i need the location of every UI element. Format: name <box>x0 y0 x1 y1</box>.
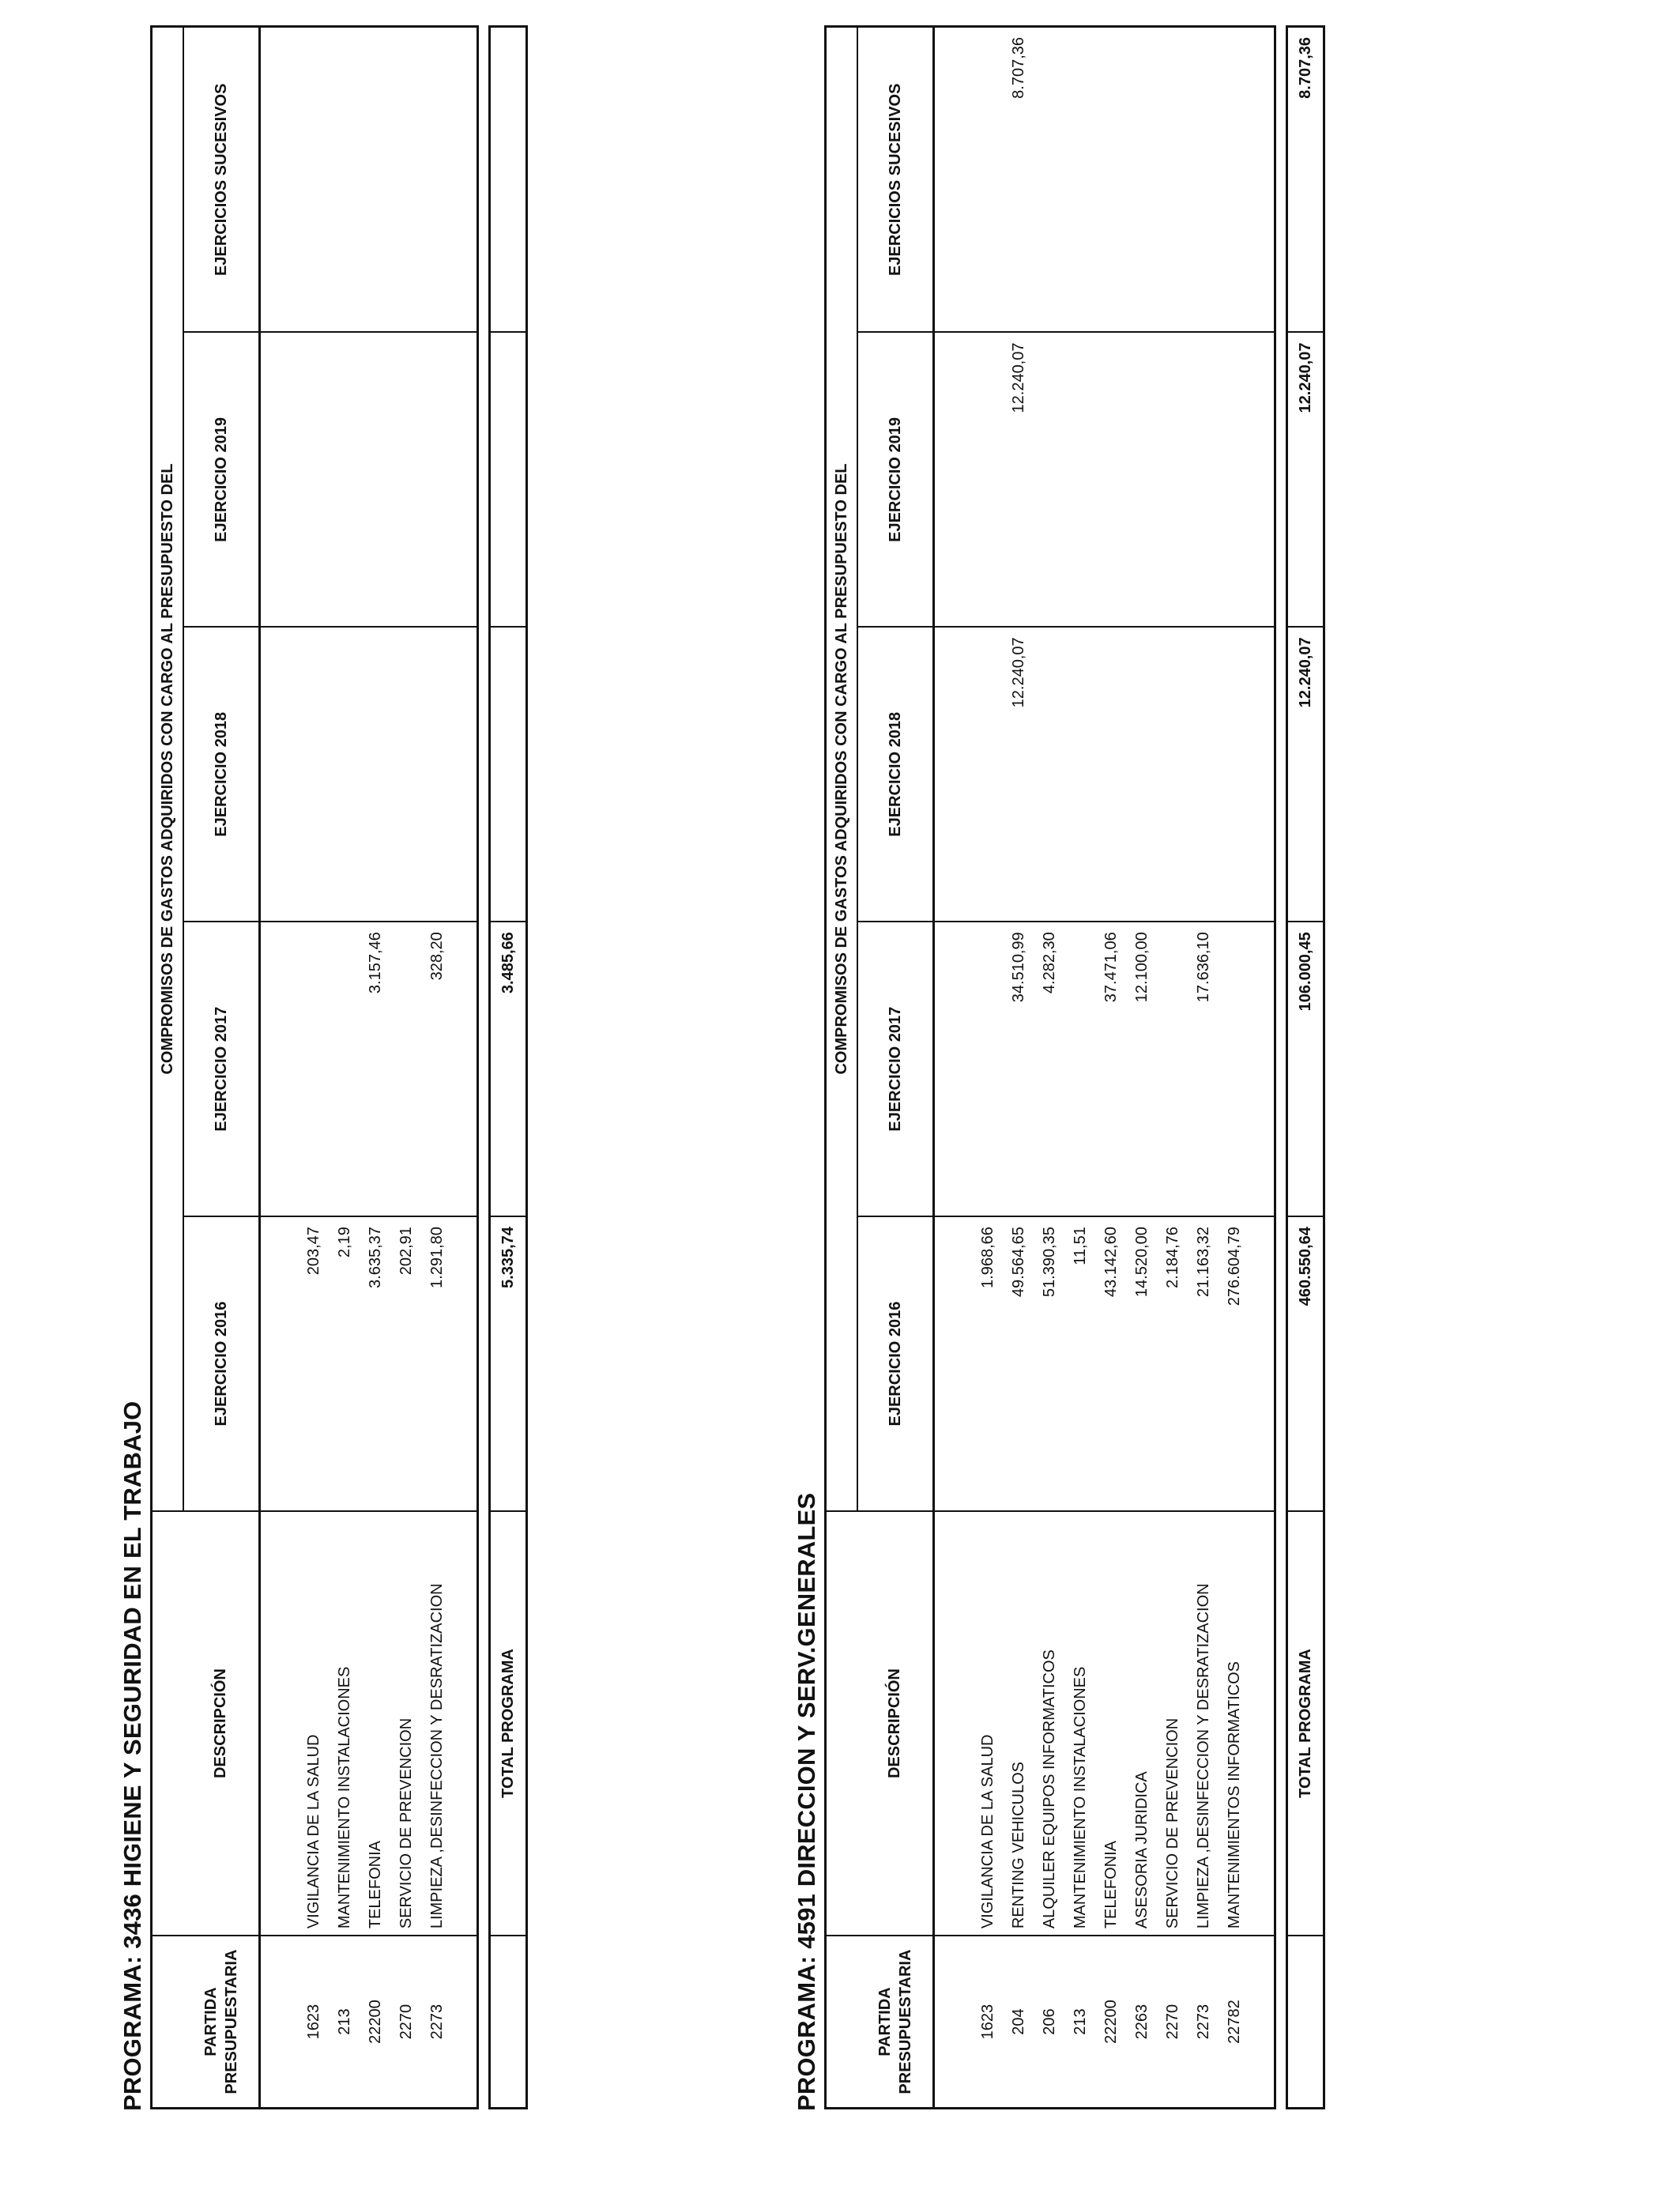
total-ej2016: 460.550,64 <box>1287 1216 1324 1511</box>
cell-partida: 213 <box>336 2008 353 2035</box>
total-ej2019 <box>490 333 527 628</box>
group-header: COMPROMISOS DE GASTOS ADQUIRIDOS CON CARGO AL PRESUPUESTO DEL <box>152 27 184 1512</box>
cell-descripcion: MANTENIMIENTOS INFORMATICOS <box>1226 1661 1243 1929</box>
cell-sucesivos: 8.707,36 <box>1010 37 1027 99</box>
sucesivos-header: EJERCICIOS SUCESIVOS <box>857 27 934 333</box>
cell-ej2018 <box>1096 637 1127 921</box>
partida-header <box>857 1936 934 2108</box>
ej2017-column <box>934 922 1275 1216</box>
cell-sucesivos <box>391 37 422 332</box>
total-ej2018 <box>490 627 527 922</box>
cell-sucesivos <box>1158 37 1188 332</box>
cell-ej2016: 276.604,79 <box>1226 1227 1243 1306</box>
cell-ej2019 <box>360 343 391 627</box>
program-title: PROGRAMA: 3436 HIGIENE Y SEGURIDAD EN EL TRABAJO <box>119 1400 146 2111</box>
partida-header-line1: PARTIDA <box>202 1987 220 2056</box>
cell-ej2019 <box>330 343 360 627</box>
cell-sucesivos <box>1096 37 1127 332</box>
cell-descripcion: RENTING VEHICULOS <box>1010 1762 1027 1929</box>
cell-partida: 22782 <box>1226 2000 1243 2044</box>
ej2017-header: EJERCICIO 2017 <box>183 922 260 1216</box>
cell-ej2016: 1.291,80 <box>428 1227 446 1288</box>
descripcion-header: DESCRIPCIÓN <box>857 1511 934 1936</box>
cell-ej2017: 328,20 <box>428 932 446 981</box>
total-row <box>1287 27 1324 2109</box>
total-ej2017: 3.485,66 <box>490 922 527 1216</box>
ej2019-header: EJERCICIO 2019 <box>857 333 934 628</box>
partida-header <box>183 1936 260 2108</box>
ej2018-column <box>934 627 1275 922</box>
ej2018-header: EJERCICIO 2018 <box>857 627 934 922</box>
cell-ej2017: 34.510,99 <box>1010 932 1027 1003</box>
total-label: TOTAL PROGRAMA <box>1287 1511 1324 1936</box>
cell-descripcion: TELEFONIA <box>1102 1841 1120 1929</box>
cell-descripcion: MANTENIMIENTO INSTALACIONES <box>1072 1666 1089 1929</box>
partida-header-line2: PRESUPUESTARIA <box>222 1949 240 2094</box>
cell-ej2017 <box>299 932 330 1216</box>
cell-ej2016: 21.163,32 <box>1195 1227 1212 1298</box>
cell-partida: 206 <box>1041 2008 1058 2035</box>
cell-ej2018 <box>330 637 360 921</box>
cell-ej2018 <box>360 637 391 921</box>
ej2019-column <box>260 333 478 628</box>
cell-partida: 2270 <box>397 2004 415 2040</box>
cell-ej2016: 2,19 <box>336 1227 353 1258</box>
cell-ej2016: 203,47 <box>305 1227 322 1276</box>
cell-ej2019 <box>1034 343 1065 627</box>
cell-sucesivos <box>1188 37 1219 332</box>
cell-ej2016: 49.564,65 <box>1010 1227 1027 1298</box>
cell-ej2019 <box>973 343 1004 627</box>
cell-partida: 2270 <box>1164 2004 1181 2040</box>
cell-ej2018 <box>1158 637 1188 921</box>
cell-ej2017 <box>330 932 360 1216</box>
cell-partida: 2273 <box>428 2004 446 2040</box>
total-ej2018: 12.240,07 <box>1287 627 1324 922</box>
cell-ej2017: 17.636,10 <box>1195 932 1212 1003</box>
cell-ej2017: 3.157,46 <box>367 932 384 994</box>
descripcion-column <box>260 1511 478 1936</box>
cell-ej2016: 202,91 <box>397 1227 415 1276</box>
ej2016-column <box>260 1216 478 1511</box>
cell-ej2018 <box>422 637 453 921</box>
program-table <box>824 25 1325 2109</box>
cell-descripcion: ALQUILER EQUIPOS INFORMATICOS <box>1041 1649 1058 1929</box>
group-header: COMPROMISOS DE GASTOS ADQUIRIDOS CON CARGO AL PRESUPUESTO DEL <box>826 27 858 1512</box>
cell-ej2018 <box>1127 637 1158 921</box>
total-sucesivos: 8.707,36 <box>1287 27 1324 333</box>
cell-ej2018 <box>973 637 1004 921</box>
cell-sucesivos <box>1219 37 1250 332</box>
cell-sucesivos <box>360 37 391 332</box>
partida-column <box>260 1936 478 2108</box>
cell-partida: 2273 <box>1195 2004 1212 2040</box>
cell-sucesivos <box>1065 37 1096 332</box>
ej2017-header: EJERCICIO 2017 <box>857 922 934 1216</box>
cell-ej2019 <box>1065 343 1096 627</box>
total-row <box>490 27 527 2109</box>
cell-descripcion: SERVICIO DE PREVENCION <box>397 1717 415 1929</box>
cell-ej2016: 11,51 <box>1072 1227 1089 1265</box>
cell-ej2019 <box>1127 343 1158 627</box>
total-ej2016: 5.335,74 <box>490 1216 527 1511</box>
cell-descripcion: VIGILANCIA DE LA SALUD <box>979 1734 996 1929</box>
cell-ej2016: 43.142,60 <box>1102 1227 1120 1298</box>
cell-ej2019 <box>422 343 453 627</box>
sucesivos-column <box>260 27 478 333</box>
cell-partida: 1623 <box>305 2004 322 2040</box>
ej2018-column <box>260 627 478 922</box>
cell-ej2017 <box>391 932 422 1216</box>
program-table <box>150 25 528 2109</box>
cell-ej2017: 37.471,06 <box>1102 932 1120 1003</box>
cell-partida: 22200 <box>1102 2000 1120 2044</box>
cell-sucesivos <box>299 37 330 332</box>
cell-partida: 1623 <box>979 2004 996 2040</box>
cell-descripcion: SERVICIO DE PREVENCION <box>1164 1717 1181 1929</box>
ej2019-header: EJERCICIO 2019 <box>183 333 260 628</box>
cell-ej2016: 2.184,76 <box>1164 1227 1181 1288</box>
cell-ej2018 <box>1065 637 1096 921</box>
cell-descripcion: LIMPIEZA ,DESINFECCION Y DESRATIZACION <box>1195 1583 1212 1929</box>
total-ej2019: 12.240,07 <box>1287 333 1324 628</box>
cell-descripcion: LIMPIEZA ,DESINFECCION Y DESRATIZACION <box>428 1583 446 1929</box>
cell-ej2017: 12.100,00 <box>1133 932 1151 1003</box>
cell-ej2016: 51.390,35 <box>1041 1227 1058 1298</box>
total-label: TOTAL PROGRAMA <box>490 1511 527 1936</box>
cell-descripcion: ASESORIA JURIDICA <box>1133 1771 1151 1929</box>
descripcion-header: DESCRIPCIÓN <box>183 1511 260 1936</box>
cell-ej2018 <box>391 637 422 921</box>
cell-descripcion: VIGILANCIA DE LA SALUD <box>305 1734 322 1929</box>
cell-ej2019: 12.240,07 <box>1010 342 1027 413</box>
cell-sucesivos <box>973 37 1004 332</box>
cell-sucesivos <box>422 37 453 332</box>
cell-sucesivos <box>1034 37 1065 332</box>
cell-ej2017 <box>1065 932 1096 1216</box>
cell-partida: 204 <box>1010 2008 1027 2035</box>
cell-ej2018 <box>1188 637 1219 921</box>
ej2018-header: EJERCICIO 2018 <box>183 627 260 922</box>
cell-ej2019 <box>1096 343 1127 627</box>
cell-ej2018 <box>1034 637 1065 921</box>
cell-ej2016: 1.968,66 <box>979 1227 996 1288</box>
partida-header-line2: PRESUPUESTARIA <box>896 1949 914 2094</box>
cell-ej2017: 4.282,30 <box>1041 932 1058 994</box>
sucesivos-header: EJERCICIOS SUCESIVOS <box>183 27 260 333</box>
cell-ej2019 <box>299 343 330 627</box>
ej2016-header: EJERCICIO 2016 <box>857 1216 934 1511</box>
cell-ej2018 <box>299 637 330 921</box>
cell-ej2019 <box>1219 343 1250 627</box>
cell-ej2016: 14.520,00 <box>1133 1227 1151 1298</box>
cell-ej2017 <box>1219 932 1250 1216</box>
ej2019-column <box>934 333 1275 628</box>
ej2016-header: EJERCICIO 2016 <box>183 1216 260 1511</box>
cell-partida: 2263 <box>1133 2004 1151 2040</box>
cell-partida: 213 <box>1072 2008 1089 2035</box>
sucesivos-column <box>934 27 1275 333</box>
program-title: PROGRAMA: 4591 DIRECCION Y SERV.GENERALES <box>793 1492 820 2111</box>
partida-column <box>934 1936 1275 2108</box>
cell-sucesivos <box>330 37 360 332</box>
cell-ej2017 <box>973 932 1004 1216</box>
ej2017-column <box>260 922 478 1216</box>
cell-ej2019 <box>1188 343 1219 627</box>
cell-ej2016: 3.635,37 <box>367 1227 384 1288</box>
descripcion-column <box>934 1511 1275 1936</box>
total-ej2017: 106.000,45 <box>1287 922 1324 1216</box>
ej2016-column <box>934 1216 1275 1511</box>
cell-ej2019 <box>391 343 422 627</box>
cell-descripcion: TELEFONIA <box>367 1841 384 1929</box>
cell-ej2017 <box>1158 932 1188 1216</box>
cell-partida: 22200 <box>367 2000 384 2044</box>
cell-ej2018 <box>1219 637 1250 921</box>
cell-ej2019 <box>1158 343 1188 627</box>
partida-header-line1: PARTIDA <box>876 1987 894 2056</box>
cell-ej2018: 12.240,07 <box>1010 637 1027 708</box>
cell-sucesivos <box>1127 37 1158 332</box>
cell-descripcion: MANTENIMIENTO INSTALACIONES <box>336 1666 353 1929</box>
total-sucesivos <box>490 27 527 333</box>
